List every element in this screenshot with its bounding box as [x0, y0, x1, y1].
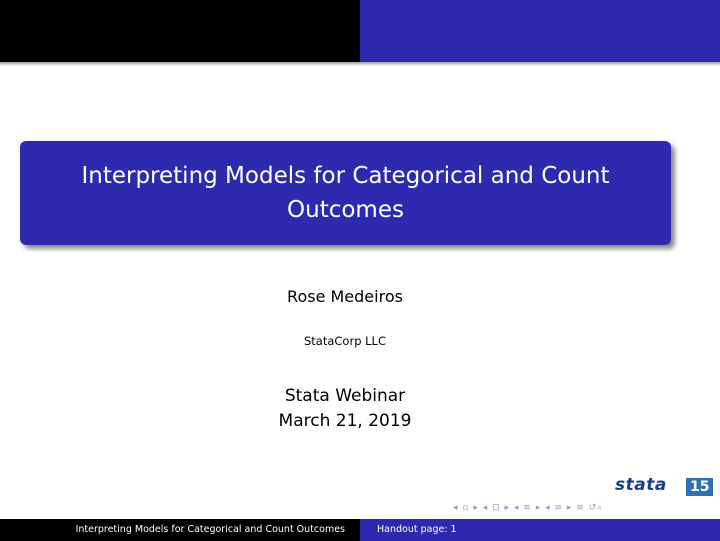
event-info — [0, 384, 690, 434]
nav-search-icon[interactable]: ↺⌕ — [588, 503, 604, 513]
author-name: Rose Medeiros — [287, 287, 403, 306]
footer-short-title: Interpreting Models for Categorical and Count Outcomes — [75, 524, 345, 535]
presentation-title: Interpreting Models for Categorical and Count Outcomes — [81, 163, 610, 223]
footer-handout-page: Handout page: 1 — [377, 524, 457, 535]
stata-wordmark-icon — [615, 475, 683, 493]
nav-frame-prev-icon[interactable]: ◂ ▫ ▸ — [453, 503, 479, 513]
event-date: March 21, 2019 — [278, 411, 412, 431]
footer-left-panel — [0, 519, 360, 541]
header-left-panel — [0, 0, 360, 62]
header-bar — [0, 0, 720, 62]
svg-text:stata: stata — [615, 475, 667, 493]
footer-bar — [0, 519, 720, 541]
logo-version-badge: 15 — [686, 478, 713, 496]
event-name: Stata Webinar — [284, 386, 406, 406]
nav-section-icon[interactable]: ◂ ≡ ▸ — [545, 503, 573, 513]
title-box — [20, 141, 671, 245]
footer-right-panel — [360, 519, 720, 541]
beamer-navigation-symbols — [453, 503, 603, 513]
header-right-panel — [360, 0, 720, 62]
nav-doc-icon[interactable]: ≡ — [576, 503, 585, 513]
nav-subsection-icon[interactable]: ◂ ≡ ▸ — [513, 503, 542, 513]
logo-wordmark — [615, 475, 683, 498]
nav-frame-next-icon[interactable]: ◂ ⊡ ▸ — [482, 503, 511, 513]
header-shadow — [0, 62, 720, 66]
institute: StataCorp LLC — [303, 334, 386, 348]
stata-logo — [615, 475, 713, 498]
